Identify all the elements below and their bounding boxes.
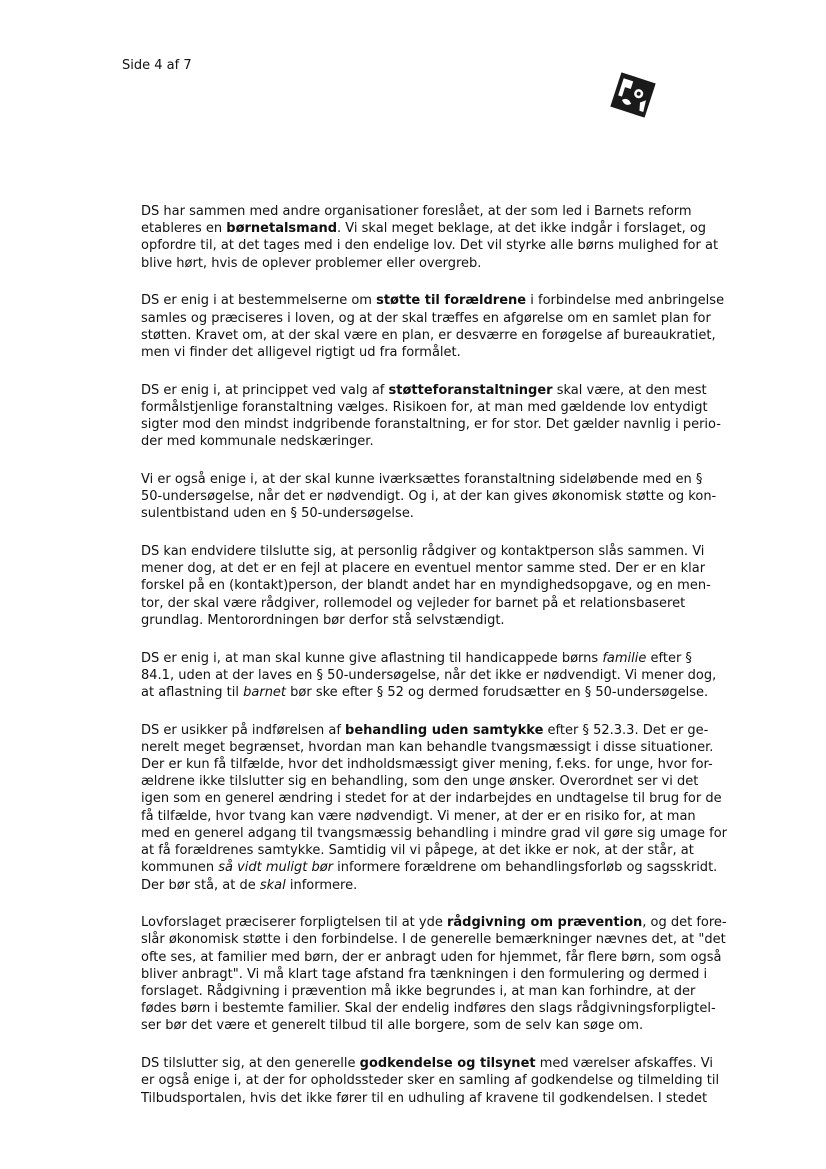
text-run: med en generel adgang til tvangsmæssig behandling i mindre grad vil gøre sig umage for: [141, 825, 727, 841]
paragraph: [141, 382, 753, 451]
text-line: [141, 825, 753, 842]
text-line: [141, 292, 753, 309]
text-run: bliver anbragt". Vi må klart tage afstand fra tænkningen i den formulering og dermed i: [141, 966, 708, 982]
text-run: men vi finder det alligevel rigtigt ud fra formålet.: [141, 344, 461, 360]
text-run: Vi er også enige i, at der skal kunne iværksættes foranstaltning sideløbende med en §: [141, 471, 703, 487]
bold-term: rådgivning om prævention: [446, 915, 643, 931]
text-line: [141, 310, 753, 327]
text-run: ældrene ikke tilslutter sig en behandling, som den unge ønsker. Overordnet ser vi det: [141, 774, 699, 790]
text-line: [141, 684, 753, 701]
text-run: i forbindelse med anbringelse: [526, 293, 725, 309]
text-run: sigter mod den mindst indgribende foranstaltning, er for stor. Det gælder navnlig i perio-: [141, 417, 721, 433]
text-line: [141, 471, 753, 488]
text-run: samles og præciseres i loven, og at der skal træffes en afgørelse om en samlet plan for: [141, 310, 711, 326]
italic-term: skal: [259, 877, 286, 893]
text-line: [141, 1055, 753, 1072]
text-run: støtten. Kravet om, at der skal være en plan, er desværre en forøgelse af bureaukratiet,: [141, 327, 716, 343]
paragraph: [141, 471, 753, 523]
text-run: der med kommunale nedskæringer.: [141, 434, 374, 450]
bold-term: børnetalsmand: [226, 221, 338, 237]
text-line: [141, 756, 753, 773]
text-run: ofte ses, at familier med børn, der er anbragt uden for hjemmet, får flere børn, som også: [141, 949, 722, 965]
text-run: DS er enig i, at man skal kunne give aflastning til handicappede børns: [141, 650, 603, 666]
text-run: opfordre til, at det tages med i den endelige lov. Det vil styrke alle børns mulighed for at: [141, 238, 719, 254]
paragraph: [141, 203, 753, 272]
text-run: at aflastning til: [141, 684, 244, 700]
text-line: [141, 1017, 753, 1034]
text-run: blive hørt, hvis de oplever problemer eller overgreb.: [141, 255, 482, 271]
text-line: [141, 667, 753, 684]
paragraph: [141, 722, 753, 894]
bold-term: støtte til forældrene: [376, 293, 527, 309]
italic-term: familie: [602, 650, 647, 666]
text-run: informere.: [285, 877, 358, 893]
text-run: tor, der skal være rådgiver, rollemodel og vejleder for barnet på et relationsbaseret: [141, 595, 686, 611]
text-line: [141, 842, 753, 859]
text-run: få tilfælde, hvor tvang kan være nødvendigt. Vi mener, at der er en risiko for, at man: [141, 808, 696, 824]
text-run: sulentbistand uden en § 50-undersøgelse.: [141, 506, 414, 522]
text-line: [141, 560, 753, 577]
text-line: [141, 327, 753, 344]
text-run: skal være, at den mest: [552, 382, 707, 398]
text-line: [141, 877, 753, 894]
italic-term: så vidt muligt bør: [218, 860, 334, 876]
text-run: Der bør stå, at de: [141, 877, 260, 893]
text-run: forslaget. Rådgivning i prævention må ikke begrundes i, at man kan forhindre, at der: [141, 984, 696, 1000]
paragraph: [141, 292, 753, 361]
text-run: , og det fore-: [642, 915, 727, 931]
text-run: . Vi skal meget beklage, at det ikke indgår i forslaget, og: [337, 221, 707, 237]
text-run: 50-undersøgelse, når det er nødvendigt. Og i, at der kan gives økonomisk støtte og kon-: [141, 489, 717, 505]
text-run: informere forældrene om behandlingsforløb og sagsskridt.: [333, 860, 718, 876]
text-run: Lovforslaget præciserer forpligtelsen til at yde: [141, 915, 447, 931]
italic-term: barnet: [243, 684, 287, 700]
text-run: efter §: [646, 650, 692, 666]
text-run: slår økonomisk støtte i den forbindelse. I de generelle bemærkninger nævnes det, at "det: [141, 932, 726, 948]
text-line: [141, 739, 753, 756]
text-run: grundlag. Mentorordningen bør derfor stå selvstændigt.: [141, 612, 505, 628]
text-line: [141, 488, 753, 505]
text-run: er også enige i, at der for opholdssteder sker en samling af godkendelse og tilmelding til: [141, 1073, 720, 1089]
text-run: fødes børn i bestemte familier. Skal der endelig indføres den slags rådgivningsforpligtel-: [141, 1001, 716, 1017]
bold-term: behandling uden samtykke: [345, 722, 544, 738]
text-run: Tilbudsportalen, hvis det ikke fører til en udhuling af kravene til godkendelsen. I stedet: [141, 1090, 708, 1106]
text-run: formålstjenlige foranstaltning vælges. Risikoen for, at man med gældende lov entydigt: [141, 399, 708, 415]
text-run: at få forældrenes samtykke. Samtidig vil vi påpege, at det ikke er nok, at der står, at: [141, 843, 694, 859]
page-number: Side 4 af 7: [122, 58, 192, 73]
text-line: [141, 966, 753, 983]
text-line: [141, 543, 753, 560]
text-line: [141, 255, 753, 272]
bold-term: støtteforanstaltninger: [388, 382, 553, 398]
text-run: kommunen: [141, 860, 219, 876]
text-line: [141, 859, 753, 876]
text-line: [141, 203, 753, 220]
text-run: DS kan endvidere tilslutte sig, at personlig rådgiver og kontaktperson slås sammen. Vi: [141, 544, 705, 560]
text-line: [141, 416, 753, 433]
text-line: [141, 577, 753, 594]
text-run: efter § 52.3.3. Det er ge-: [543, 722, 709, 738]
text-line: [141, 808, 753, 825]
document-body: [141, 203, 753, 1127]
text-run: forskel på en (kontakt)person, der blandt andet har en myndighedsopgave, og en men-: [141, 578, 711, 594]
paragraph: [141, 914, 753, 1034]
text-run: DS er usikker på indførelsen af: [141, 722, 346, 738]
text-line: [141, 914, 753, 931]
text-line: [141, 1090, 753, 1107]
text-run: med værelser afskaffes. Vi: [535, 1056, 713, 1072]
text-run: Der er kun få tilfælde, hvor det indholdsmæssigt giver mening, f.eks. for unge, hvor for-: [141, 757, 713, 773]
text-line: [141, 773, 753, 790]
text-line: [141, 983, 753, 1000]
text-run: bør ske efter § 52 og dermed forudsætter en § 50-undersøgelse.: [286, 684, 709, 700]
text-line: [141, 433, 753, 450]
paragraph: [141, 650, 753, 702]
paragraph: [141, 1055, 753, 1107]
text-line: [141, 1072, 753, 1089]
text-run: DS har sammen med andre organisationer foreslået, at der som led i Barnets reform: [141, 204, 692, 219]
text-run: 84.1, uden at der laves en § 50-undersøgelse, når det ikke er nødvendigt. Vi mener dog,: [141, 667, 717, 683]
text-line: [141, 790, 753, 807]
text-line: [141, 612, 753, 629]
text-line: [141, 1000, 753, 1017]
text-line: [141, 931, 753, 948]
text-line: [141, 382, 753, 399]
text-line: [141, 399, 753, 416]
organization-logo-icon: [606, 70, 660, 120]
bold-term: godkendelse og tilsynet: [359, 1056, 536, 1072]
text-run: ser bør det være et generelt tilbud til alle borgere, som de selv kan søge om.: [141, 1018, 644, 1034]
text-run: igen som en generel ændring i stedet for at der indarbejdes en undtagelse til brug for de: [141, 791, 722, 807]
text-run: DS er enig i, at princippet ved valg af: [141, 382, 389, 398]
text-line: [141, 505, 753, 522]
text-line: [141, 220, 753, 237]
text-line: [141, 237, 753, 254]
text-run: DS tilslutter sig, at den generelle: [141, 1056, 360, 1072]
text-line: [141, 949, 753, 966]
text-run: nerelt meget begrænset, hvordan man kan behandle tvangsmæssigt i disse situationer.: [141, 739, 714, 755]
text-line: [141, 344, 753, 361]
text-run: DS er enig i at bestemmelserne om: [141, 293, 377, 309]
text-run: mener dog, at det er en fejl at placere en eventuel mentor samme sted. Der er en klar: [141, 561, 706, 577]
text-line: [141, 722, 753, 739]
text-run: etableres en: [141, 221, 227, 237]
paragraph: [141, 543, 753, 629]
text-line: [141, 595, 753, 612]
text-line: [141, 650, 753, 667]
